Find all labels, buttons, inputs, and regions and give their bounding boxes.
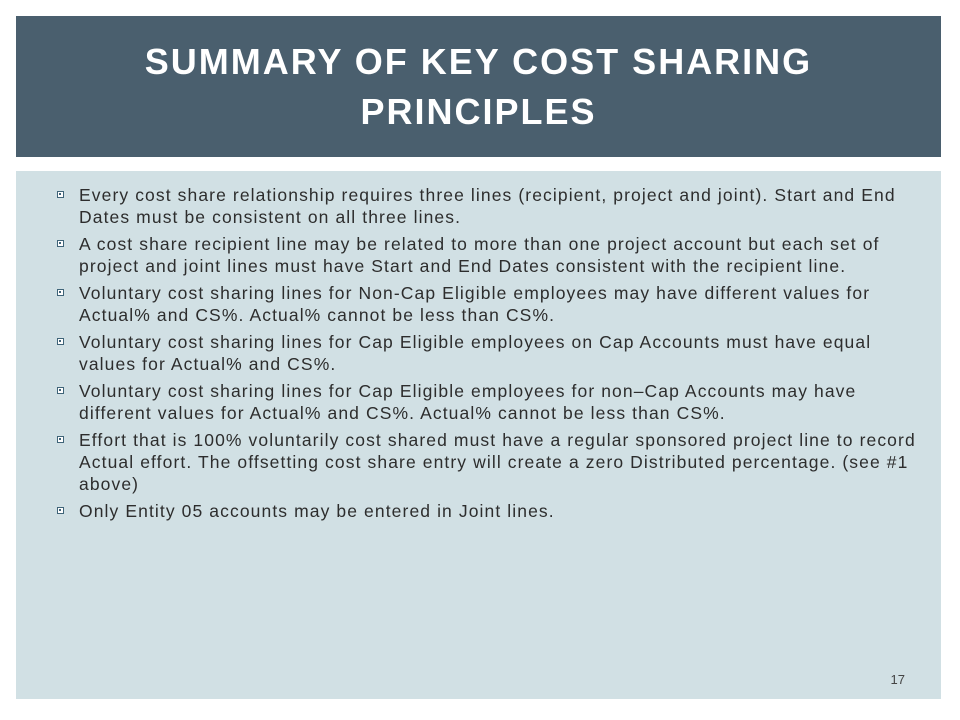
- slide-title: SUMMARY OF KEY COST SHARING PRINCIPLES: [144, 40, 813, 132]
- bullet-item: [56, 429, 916, 495]
- bullet-text: Voluntary cost sharing lines for Non-Cap Eligible employees may have different values for Actual% and CS%. Actual% cannot be less than CS%.: [79, 283, 871, 325]
- square-bullet-icon: [57, 191, 64, 198]
- bullet-item: [56, 500, 916, 522]
- bullet-text: Voluntary cost sharing lines for Cap Eligible employees on Cap Accounts must have equal values for Actual% and CS%.: [79, 332, 872, 374]
- bullet-item: [56, 184, 916, 228]
- square-bullet-icon: [57, 289, 64, 296]
- slide-number: 17: [890, 672, 905, 687]
- square-bullet-icon: [57, 507, 64, 514]
- square-bullet-icon: [57, 387, 64, 394]
- bullet-item: [56, 282, 916, 326]
- bullet-text: Effort that is 100% voluntarily cost shared must have a regular sponsored project line to record Actual effort. The offsetting cost share entry will create a zero Distributed percentage. (see #1 above): [79, 430, 916, 494]
- content-panel: [16, 171, 941, 699]
- bullet-list: [56, 184, 916, 527]
- bullet-item: [56, 233, 916, 277]
- bullet-text: Voluntary cost sharing lines for Cap Eligible employees for non–Cap Accounts may have different values for Actual% and CS%. Actual% cannot be less than CS%.: [79, 381, 857, 423]
- bullet-item: [56, 331, 916, 375]
- square-bullet-icon: [57, 436, 64, 443]
- square-bullet-icon: [57, 338, 64, 345]
- bullet-text: A cost share recipient line may be related to more than one project account but each set of project and joint lines must have Start and End Dates consistent with the recipient line.: [79, 234, 880, 276]
- title-band: [16, 16, 941, 157]
- bullet-item: [56, 380, 916, 424]
- bullet-text: Only Entity 05 accounts may be entered in Joint lines.: [79, 501, 555, 521]
- bullet-text: Every cost share relationship requires three lines (recipient, project and joint). Start and End Dates must be consistent on all three lines.: [79, 185, 896, 227]
- square-bullet-icon: [57, 240, 64, 247]
